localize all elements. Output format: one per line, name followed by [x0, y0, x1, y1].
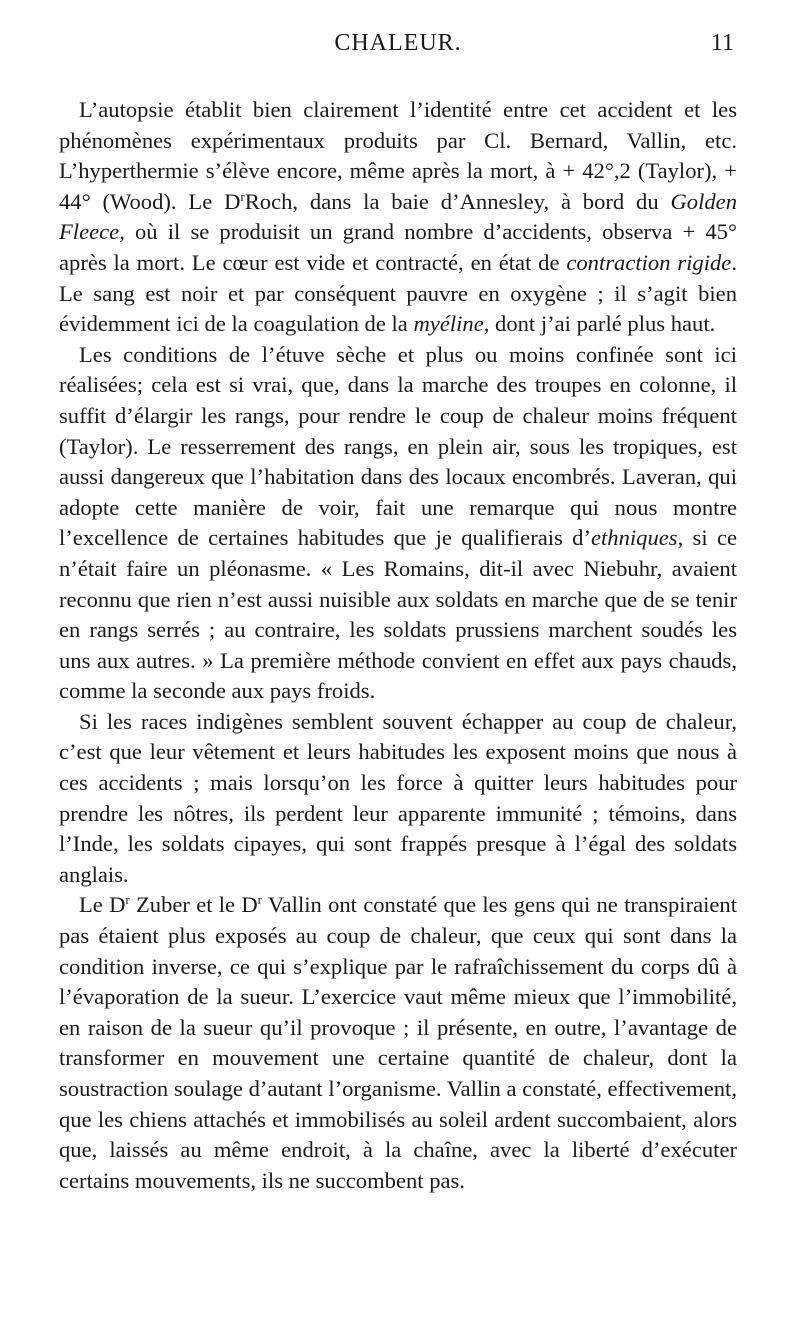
text-run: , si ce n’était faire un pléonasme. « Les Romains, dit-il avec Niebuhr, avaient reconnu que rien n’est aussi nuisible aux soldats en marche que de se tenir en rangs serrés ; au contraire, les soldats prussiens marchent soudés les uns aux autres. » La première méthode convient en effet aux pays chauds, comme la seconde aux pays froids. [59, 525, 738, 704]
text-run: L’autopsie établit bien clairement l’identité entre cet accident et les phénomènes expérimentaux produits par Cl. Bernard, Vallin, etc. L’hyperthermie s’élève encore, même après la mort, à + 42°,2 (Taylor), + 44° (Wood). Le D [59, 97, 737, 214]
running-header [60, 26, 736, 76]
running-title: CHALEUR. [334, 30, 462, 56]
italic-run: Golden Fleece [59, 188, 737, 245]
italic-run: contraction rigide [566, 249, 732, 275]
text-run: Les conditions de l’étuve sèche et plus ou moins confinée sont ici réalisées; cela est si vrai, que, dans la marche des troupes en colonne, il suffit d’élargir les rangs, pour rendre le coup de chaleur moins fréquent (Taylor). Le resserrement des rangs, en plein air, sous les tropiques, est aussi dangereux que l’habitation dans des locaux encombrés. Laveran, qui adopte cette manière de voir, fait une remarque qui nous montre l’excellence de certaines habitudes que je qualifierais d’ [59, 341, 737, 551]
paragraph-autopsy [59, 95, 737, 340]
paragraph-transpiration [59, 890, 737, 1196]
italic-run: ethniques [590, 525, 678, 551]
text-run: Vallin ont constaté que les gens qui ne transpiraient pas étaient plus exposés au coup de chaleur, que ceux qui sont dans la condition inverse, ce qui s’explique par le rafraîchissement du corps dû à l’évaporation de la sueur. L’exercice vaut même mieux que l’immobilité, en raison de la sueur qu’il provoque ; il présente, en outre, l’avantage de transformer en mouvement une certaine quantité de chaleur, dont la soustraction soulage d’autant l’organisme. Vallin a constaté, effectivement, que les chiens attachés et immobilisés au soleil ardent succombaient, alors que, laissés au même endroit, à la chaîne, avec la liberté d’exécuter certains mouvements, ils ne succombent pas. [59, 892, 738, 1193]
text-run: . Le sang est noir et par conséquent pauvre en oxygène ; il s’agit bien évidemment ici de la coagulation de la [59, 249, 737, 337]
text-run: Roch, dans la baie d’Annesley, à bord du [244, 188, 671, 214]
page-number: 11 [710, 30, 734, 56]
text-run: Le D [79, 892, 126, 918]
superscript-run: r [125, 892, 130, 908]
text-run: Si les races indigènes semblent souvent échapper au coup de chaleur, c’est que leur vêtement et leurs habitudes les exposent moins que nous à ces accidents ; mais lorsqu’on les force à quitter leurs habitudes pour prendre les nôtres, ils perdent leur apparente immunité ; témoins, dans l’Inde, les soldats cipayes, qui sont frappés presque à l’égal des soldats anglais. [59, 708, 737, 887]
superscript-run: r [240, 188, 245, 204]
superscript-run: r [257, 892, 262, 908]
paragraph-indigenous-races [59, 707, 737, 891]
text-run: , où il se produisit un grand nombre d’accidents, observa + 45° après la mort. Le cœur est vide et contracté, en état de [59, 219, 737, 275]
paragraph-conditions [59, 340, 737, 707]
italic-run: myéline [413, 311, 484, 337]
text-run: , dont j’ai parlé plus haut. [483, 311, 716, 337]
text-run: Zuber et le D [129, 892, 258, 918]
body-text [59, 95, 737, 1196]
